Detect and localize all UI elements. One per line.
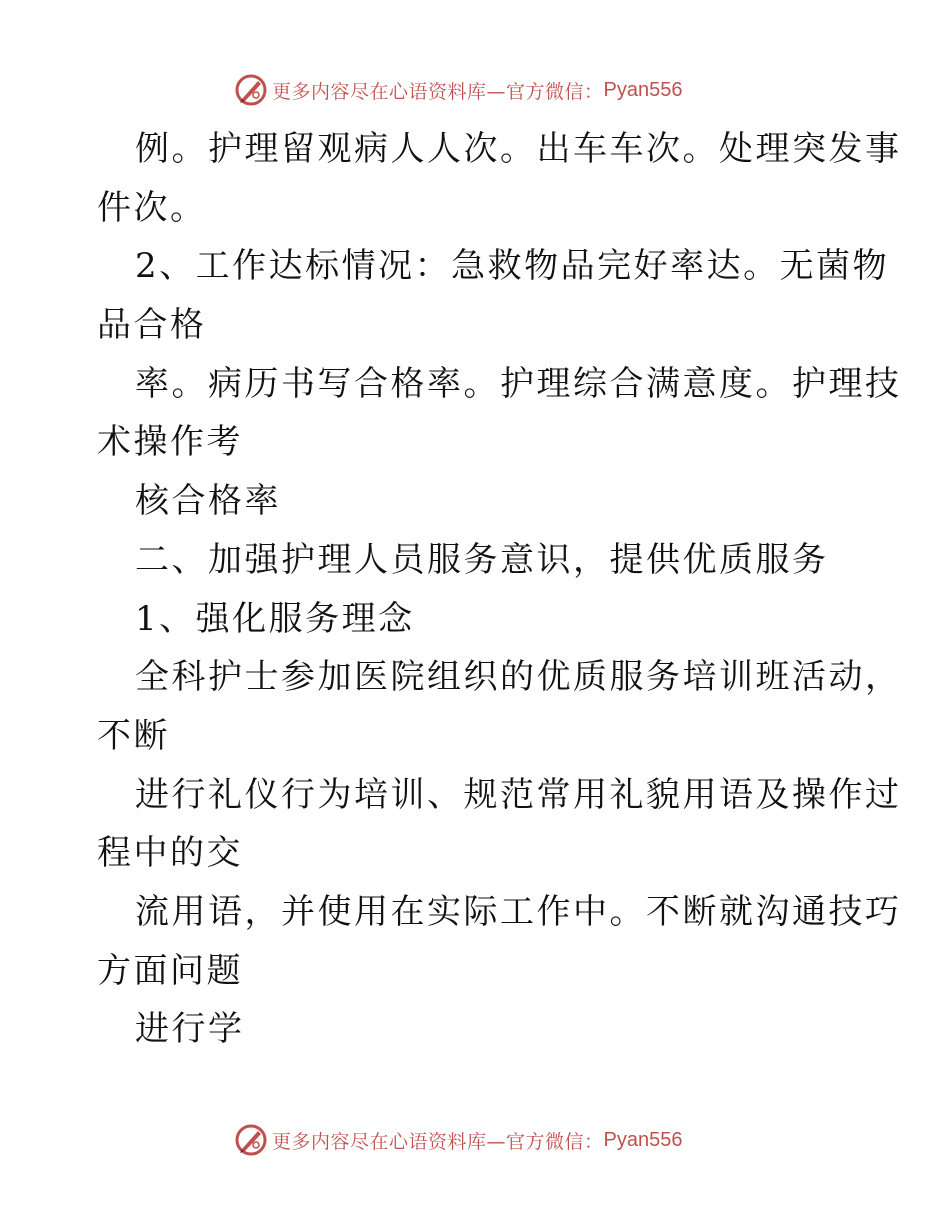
footer-watermark [234, 1122, 682, 1158]
section-heading: 二、加强护理人员服务意识，提供优质服务 [135, 539, 829, 580]
text-line: 进行学 [135, 1009, 245, 1050]
watermark-handle: Pyan556 [603, 1128, 683, 1151]
document-body [97, 120, 902, 1059]
text-line: 核合格率 [135, 481, 281, 522]
text-line: 全科护士参加医院组织的优质服务培训班活动， [135, 657, 902, 698]
pen-logo-icon [234, 73, 268, 107]
watermark-text: 更多内容尽在心语资料库—官方微信： [272, 1130, 604, 1153]
subsection-heading: 1、强化服务理念 [135, 598, 415, 639]
text-line: 率。病历书写合格率。护理综合满意度。护理技 [135, 363, 902, 404]
watermark-text: 更多内容尽在心语资料库—官方微信： [272, 80, 604, 103]
text-line: 例。护理留观病人人次。出车车次。处理突发事 [135, 129, 902, 169]
text-line: 程中的交 [97, 833, 243, 874]
text-line: 2、工作达标情况：急救物品完好率达。无菌物 [135, 246, 890, 287]
header-watermark [234, 72, 682, 108]
pen-logo-icon [234, 1123, 268, 1157]
text-line: 不断 [97, 715, 170, 756]
watermark-handle: Pyan556 [603, 78, 683, 101]
text-line: 方面问题 [97, 950, 243, 991]
text-line: 术操作考 [97, 422, 243, 463]
text-line: 流用语，并使用在实际工作中。不断就沟通技巧 [135, 891, 902, 932]
text-line: 件次。 [97, 187, 207, 228]
text-line: 品合格 [97, 305, 207, 346]
text-line: 进行礼仪行为培训、规范常用礼貌用语及操作过 [135, 774, 902, 815]
